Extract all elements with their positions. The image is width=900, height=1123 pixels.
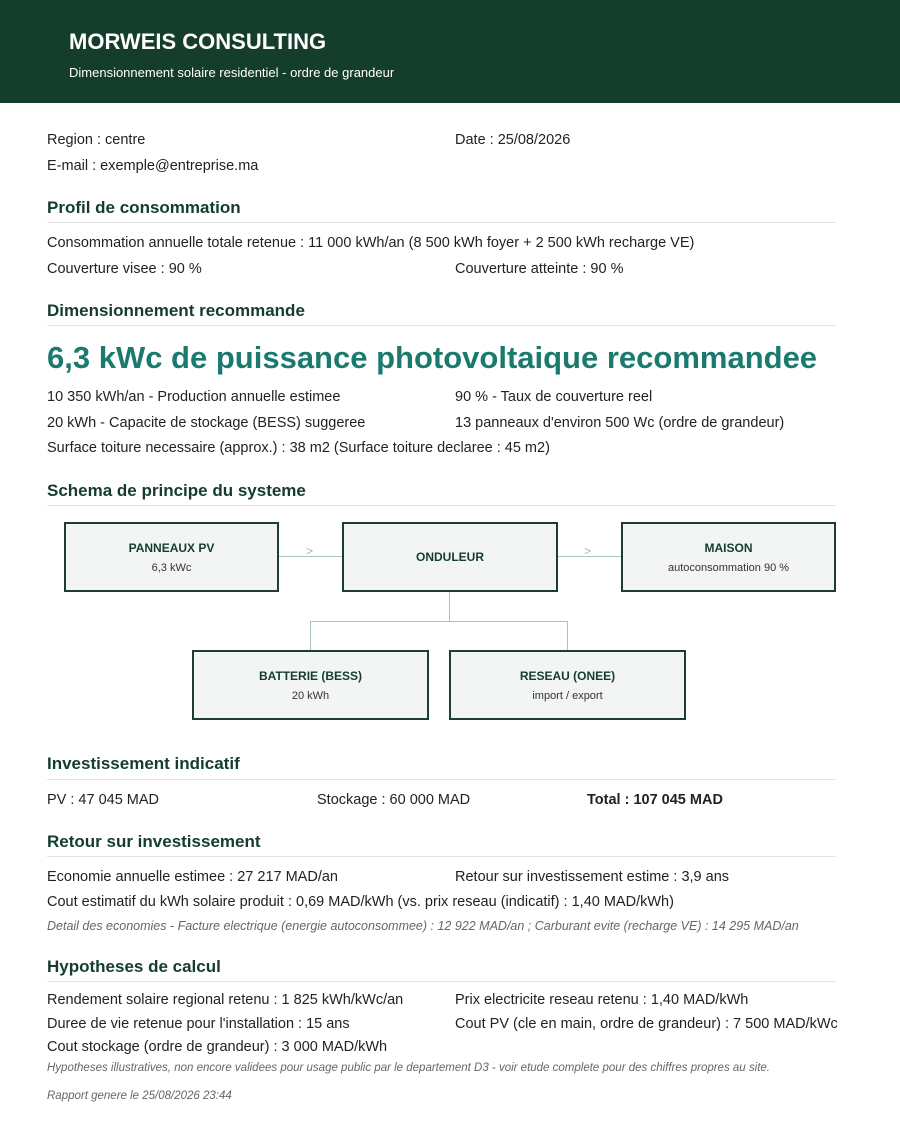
couverture-visee: Couverture visee : 90 %	[47, 261, 202, 277]
recommended-power-headline: 6,3 kWc de puissance photovoltaique recommandee	[47, 340, 818, 375]
taux-couverture-line: 90 % - Taux de couverture reel	[455, 389, 653, 405]
report-subtitle: Dimensionnement solaire residentiel - ordre de grandeur	[69, 65, 395, 80]
battery-box	[192, 650, 429, 720]
section-title-investissement: Investissement indicatif	[47, 754, 240, 773]
grid-title: RESEAU (ONEE)	[519, 669, 616, 683]
region-field: Region : centre	[47, 132, 146, 148]
connector-to-batterie	[310, 621, 311, 651]
retour-investissement: Retour sur investissement estime : 3,9 ans	[455, 869, 730, 885]
investissement-pv: PV : 47 045 MAD	[47, 792, 160, 808]
surface-line: Surface toiture necessaire (approx.) : 38 m2 (Surface toiture declaree : 45 m2)	[47, 440, 550, 456]
section-title-schema: Schema de principe du systeme	[47, 481, 306, 500]
prix-electricite-line: Prix electricite reseau retenu : 1,40 MAD/kWh	[455, 992, 749, 1008]
section-divider	[47, 779, 836, 780]
pv-panels-box	[64, 522, 279, 592]
email-field: E-mail : exemple@entreprise.ma	[47, 158, 259, 174]
couverture-atteinte: Couverture atteinte : 90 %	[455, 261, 624, 277]
report-generated-timestamp: Rapport genere le 25/08/2026 23:44	[47, 1090, 232, 1102]
section-divider	[47, 222, 836, 223]
section-divider	[47, 981, 836, 982]
company-name: MORWEIS CONSULTING	[69, 29, 327, 54]
consommation-line: Consommation annuelle totale retenue : 11 000 kWh/an (8 500 kWh foyer + 2 500 kWh recharge VE)	[47, 235, 695, 251]
panneaux-line: 13 panneaux d'environ 500 Wc (ordre de grandeur)	[455, 415, 785, 431]
cout-kwh-line: Cout estimatif du kWh solaire produit : 0,69 MAD/kWh (vs. prix reseau (indicatif) : 1,40 MAD/kWh)	[47, 894, 674, 910]
house-title: MAISON	[704, 541, 753, 555]
connector-to-reseau	[567, 621, 568, 651]
rendement-line: Rendement solaire regional retenu : 1 825 kWh/kWc/an	[47, 992, 404, 1008]
grid-box	[449, 650, 686, 720]
stockage-line: 20 kWh - Capacite de stockage (BESS) suggeree	[47, 415, 366, 431]
connector-onduleur-down	[449, 591, 450, 621]
production-line: 10 350 kWh/an - Production annuelle estimee	[47, 389, 341, 405]
section-divider	[47, 325, 836, 326]
arrow-pv-onduleur: >	[306, 544, 314, 558]
pv-panels-title: PANNEAUX PV	[128, 541, 215, 555]
section-title-dimensionnement: Dimensionnement recommande	[47, 301, 305, 320]
battery-title: BATTERIE (BESS)	[258, 669, 363, 683]
cout-pv-line: Cout PV (cle en main, ordre de grandeur) : 7 500 MAD/kWc	[455, 1016, 838, 1032]
battery-capacity: 20 kWh	[291, 690, 330, 702]
economie-annuelle: Economie annuelle estimee : 27 217 MAD/an	[47, 869, 338, 885]
section-divider	[47, 505, 836, 506]
report-header	[0, 0, 900, 103]
grid-import-export: import / export	[532, 690, 603, 702]
section-title-profil: Profil de consommation	[47, 198, 241, 217]
cout-stockage-line: Cout stockage (ordre de grandeur) : 3 000 MAD/kWh	[47, 1039, 388, 1055]
arrow-onduleur-maison: >	[584, 544, 592, 558]
hypotheses-disclaimer: Hypotheses illustratives, non encore validees pour usage public par le departement D3 - voir etude complete pour des chiffres propres au site.	[47, 1062, 770, 1074]
inverter-title: ONDULEUR	[416, 550, 484, 564]
connector-horizontal-split	[310, 621, 568, 622]
date-field: Date : 25/08/2026	[455, 132, 571, 148]
section-divider	[47, 856, 836, 857]
pv-panels-power: 6,3 kWc	[151, 562, 192, 574]
inverter-box	[342, 522, 558, 592]
investissement-stockage: Stockage : 60 000 MAD	[317, 792, 471, 808]
section-title-retour: Retour sur investissement	[47, 832, 261, 851]
duree-vie-line: Duree de vie retenue pour l'installation : 15 ans	[47, 1016, 350, 1032]
house-autoconsumption: autoconsommation 90 %	[667, 562, 790, 574]
house-box	[621, 522, 836, 592]
detail-economies-note: Detail des economies - Facture electrique (energie autoconsommee) : 12 922 MAD/an ; Carburant evite (recharge VE) : 14 295 MAD/an	[47, 919, 799, 933]
investissement-total: Total : 107 045 MAD	[587, 792, 723, 808]
section-title-hypotheses: Hypotheses de calcul	[47, 957, 221, 976]
